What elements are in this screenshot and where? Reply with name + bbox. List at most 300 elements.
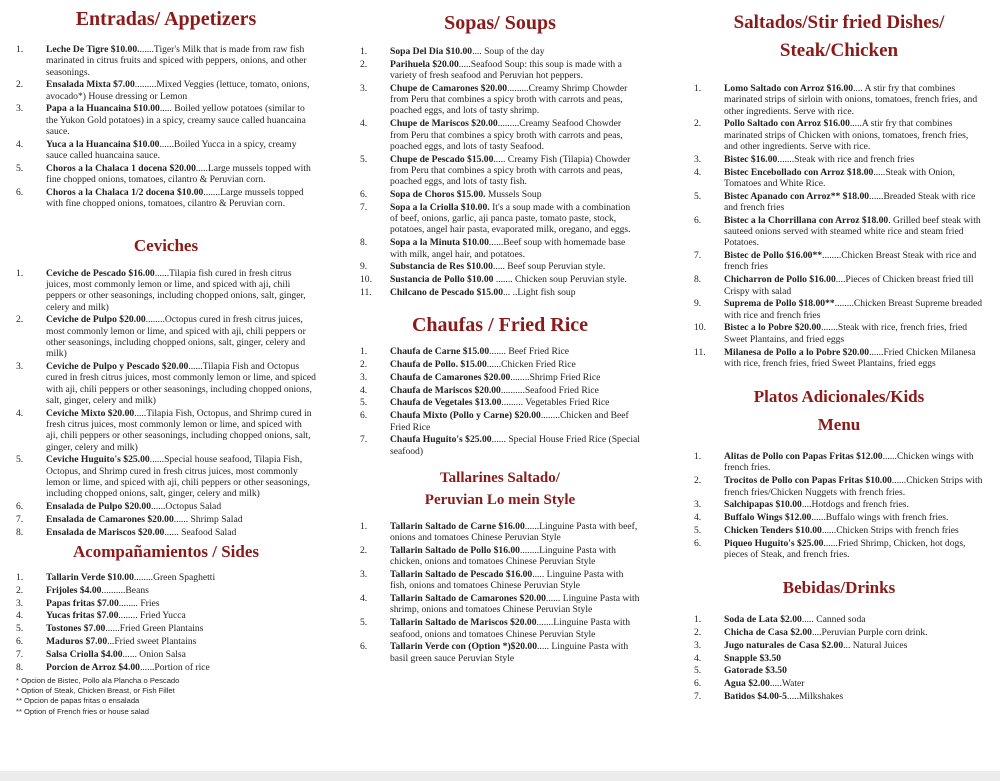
item-number: 2.: [694, 118, 702, 130]
item-number: 4.: [16, 407, 24, 419]
item-number: 2.: [360, 359, 368, 371]
item-name: Salchipapas $10.00: [724, 499, 802, 511]
item-name: Parihuela $20.00: [390, 58, 459, 70]
item-description: ....Peruvian Purple corn drink.: [811, 627, 928, 639]
item-number: 7.: [16, 513, 24, 525]
item-number: 5.: [694, 665, 702, 677]
item-name: Bistec Apanado con Arroz** $18.00: [724, 190, 870, 202]
item-number: 4.: [360, 118, 368, 130]
menu-item: [360, 346, 640, 357]
item-number: 6.: [360, 189, 368, 201]
item-number: 4.: [16, 610, 24, 622]
item-number: 8.: [16, 661, 24, 673]
item-number: 6.: [360, 641, 368, 653]
item-description: ......Tilapia fish cured in fresh citrus juices, most commonly lemon or lime, and spiced with aji, chili peppers or other seasonings, including chopped onions, salt, ginger, celery and milk): [46, 267, 306, 313]
item-name: Leche De Tigre $10.00.: [46, 44, 140, 55]
item-description: . Grilled beef steak with sauteed onions served with steamed white rice and steam fried Potatoes.: [724, 214, 981, 249]
item-number: 10.: [694, 322, 706, 334]
item-name: Snapple $3.50: [724, 652, 782, 664]
footnote: ** Opcion de papas fritas o ensalada: [16, 696, 140, 706]
item-name: Maduros $7.00: [46, 635, 108, 647]
item-description: ......Special house seafood, Tilapia Fish, Octopus, and Shrimp cured in fresh citrus juices, most commonly lemon or lime, and spiced with aji, chili peppers or other seasonings, including chopped onions, salt, ginger, celery and milk): [46, 454, 310, 500]
item-description: ...... Seafood Salad: [164, 526, 237, 538]
item-description: .....A stir fry that combines marinated strips of Chicken with onions, tomatoes, french fries, and other ingredients. Serve with rice.: [724, 118, 969, 152]
item-description: .....Large mussels topped with fine chopped onions, tomatoes, cilantro & Peruvian corn.: [46, 162, 311, 186]
item-name: Chilcano de Pescado $15.00: [390, 286, 503, 298]
item-name: Chaufa de Mariscos $20.00: [390, 384, 501, 396]
menu-item: [16, 454, 316, 499]
menu-item: [360, 617, 640, 640]
item-description: ...Fried sweet Plantains: [107, 635, 197, 647]
item-name: Chicken Tenders $10.00: [724, 524, 822, 536]
item-description: ...... Shrimp Salad: [173, 513, 243, 525]
item-name: Tostones $7.00: [46, 623, 106, 635]
item-description: ......Portion of rice: [139, 661, 210, 673]
item-name: Soda de Lata $2.00: [724, 614, 802, 626]
item-number: 11.: [694, 346, 706, 358]
item-name: Chaufa Huguito's $25.00: [390, 434, 492, 446]
menu-item: [694, 215, 984, 249]
item-description: ....... Beef Fried Rice: [489, 346, 570, 358]
item-number: 2.: [694, 627, 702, 639]
item-description: .....Tilapia Fish, Octopus, and Shrimp cured in fresh citrus juices, most commonly lemon or lime, and spiced with aji, chili peppers or other seasonings, including chopped onions, salt, ginger, celery and milk): [46, 407, 312, 453]
footnote: * Option of Steak, Chicken Breast, or Fish Fillet: [16, 686, 175, 696]
saltados-title-line2: Steak/Chicken: [779, 40, 899, 61]
menu-item: [694, 475, 984, 498]
menu-item: [360, 545, 640, 568]
menu-item: [16, 163, 316, 186]
menu-item: [16, 636, 316, 647]
item-description: ...... Linguine Pasta with shrimp, onions and tomatoes Chinese Peruvian Style: [390, 593, 640, 616]
item-name: Bistec $16.00: [724, 153, 778, 165]
ceviches-list: [16, 268, 316, 538]
appetizers-list: [16, 44, 316, 210]
item-description: ......Tiger's Milk that is made from raw fish marinated in citrus fruits and spiced with peppers, onions, and other seasonings.: [46, 44, 307, 78]
item-description: .....Water: [769, 678, 805, 690]
item-name: Chaufa de Vegetales $13.00: [390, 397, 502, 409]
menu-item: [360, 46, 640, 57]
item-number: 6.: [694, 214, 702, 226]
item-number: 5.: [694, 524, 702, 536]
item-number: 5.: [694, 190, 702, 202]
item-name: Frijoles $4.00: [46, 584, 102, 596]
menu-item: [16, 139, 316, 162]
item-number: 2.: [360, 58, 368, 70]
item-description: ..........Beans: [101, 584, 149, 596]
item-description: ........Linguine Pasta with chicken, onions and tomatoes Chinese Peruvian Style: [390, 545, 616, 568]
item-name: Yuca a la Huancaina $10.00: [46, 138, 160, 150]
item-name: Sopa de Choros $15.00.: [390, 189, 486, 201]
menu-item: [694, 83, 984, 117]
item-description: ......Chicken Strips with french fries: [821, 524, 959, 536]
menu-item: [694, 274, 984, 297]
menu-column-left: [16, 0, 316, 717]
drinks-list: [694, 614, 984, 702]
item-description: .....Seafood Soup: this soup is made with a variety of fresh seafood and Peruvian hot peppers.: [390, 58, 622, 82]
item-number: 3.: [16, 361, 24, 373]
menu-item: [694, 154, 984, 165]
item-number: 2.: [16, 584, 24, 596]
item-name: Chaufa Mixto (Pollo y Carne) $20.00: [390, 410, 541, 422]
menu-item: [360, 434, 640, 457]
item-description: ..... Boiled yellow potatoes (similar to the Yukon Gold potatoes) in a spicy, creamy sauce called huancaina sauce.: [46, 103, 306, 138]
item-description: ..... Linguine Pasta with basil green sauce Peruvian Style: [390, 641, 629, 664]
item-description: ....Hotdogs and french fries.: [801, 499, 909, 511]
menu-item: [16, 572, 316, 583]
kids-list: [694, 451, 984, 560]
saltados-list: [694, 83, 984, 369]
menu-item: [16, 527, 316, 538]
item-description: ...... Special House Fried Rice (Special seafood): [390, 434, 640, 457]
menu-item: [16, 103, 316, 137]
item-number: 1.: [694, 451, 702, 463]
item-description: ......Boiled Yucca in a spicy, creamy sauce called huancaina sauce.: [46, 138, 297, 162]
item-name: Bistec a la Chorrillana con Arroz $18.00: [724, 214, 889, 226]
item-name: Chupe de Camarones $20.00: [390, 82, 508, 94]
sides-list: [16, 572, 316, 673]
item-description: ....... Chicken soup Peruvian style.: [493, 274, 627, 286]
item-name: Sopa a la Minuta $10.00: [390, 237, 489, 249]
item-description: .........Mixed Veggies (lettuce, tomato, onions, avocado*) House dressing or Lemon: [46, 79, 310, 102]
item-description: ......Fried Chicken Milanesa with rice, french fries, fried Sweet Plantains, fried eggs: [724, 346, 976, 369]
item-name: Tallarin Saltado de Camarones $20.00: [390, 593, 546, 605]
item-description: .....Milkshakes: [786, 691, 844, 703]
item-number: 6.: [694, 537, 702, 549]
section-title-tallarines: [360, 467, 640, 511]
item-name: Ensalada Mixta $7.00: [46, 79, 135, 91]
item-number: 1.: [360, 46, 368, 57]
item-name: Suprema de Pollo $18.00**: [724, 298, 835, 310]
item-name: Salsa Criolla $4.00: [46, 648, 123, 660]
item-name: Tallarin Saltado de Pescado $16.00: [390, 569, 533, 581]
item-number: 4.: [694, 166, 702, 178]
item-name: Choros a la Chalaca 1 docena $20.00: [46, 162, 196, 174]
menu-item: [16, 662, 316, 673]
item-description: ........ Fries: [118, 597, 160, 609]
section-title-fried-rice: Chaufas / Fried Rice: [411, 314, 589, 337]
item-number: 3.: [16, 597, 24, 609]
item-number: 1.: [360, 520, 368, 532]
item-name: Papas fritas $7.00: [46, 597, 119, 609]
menu-item: [360, 593, 640, 616]
menu-item: [694, 167, 984, 190]
item-number: 7.: [694, 691, 702, 703]
menu-item: [360, 261, 640, 272]
section-title-drinks: Bebidas/Drinks: [782, 578, 896, 598]
menu-item: [360, 385, 640, 396]
menu-column-middle: [360, 0, 640, 665]
menu-item: [360, 521, 640, 544]
item-name: Ceviche Mixto $20.00: [46, 407, 135, 419]
item-number: 3.: [360, 371, 368, 383]
item-description: ........ Fried Yucca: [118, 610, 186, 622]
item-number: 1.: [16, 267, 24, 279]
kids-title-line2: Menu: [817, 415, 861, 435]
menu-item: [360, 237, 640, 260]
item-number: 7.: [360, 434, 368, 446]
item-name: Tallarin Verde $10.00: [46, 571, 134, 583]
tallarines-title-line2: Peruvian Lo mein Style: [424, 491, 576, 508]
item-number: 3.: [360, 569, 368, 581]
item-number: 2.: [360, 545, 368, 556]
menu-item: [694, 118, 984, 152]
item-description: ......Tilapia Fish and Octopus cured in fresh citrus juices, most commonly lemon or lime, and spiced with aji, chili peppers or other seasonings, including chopped onions, salt, ginger, celery and milk): [46, 361, 316, 406]
menu-item: [360, 569, 640, 592]
item-description: ........Chicken and Beef Fried Rice: [390, 410, 629, 433]
item-name: Ensalada de Mariscos $20.00: [46, 526, 165, 538]
menu-item: [16, 79, 316, 102]
menu-item: [16, 501, 316, 512]
menu-item: [360, 287, 640, 298]
item-name: Porcion de Arroz $4.00: [46, 661, 140, 673]
menu-item: [16, 598, 316, 609]
menu-item: [694, 512, 984, 523]
item-name: Tallarin Saltado de Pollo $16.00: [390, 545, 520, 556]
item-description: ......Linguine Pasta with beef, onions and tomatoes Chinese Peruvian Style: [390, 520, 638, 544]
section-title-saltados: [694, 9, 984, 65]
item-name: Milanesa de Pollo a lo Pobre $20.00: [724, 346, 870, 358]
menu-item: [360, 397, 640, 408]
item-number: 4.: [16, 138, 24, 150]
kids-title-line1: Platos Adicionales/Kids: [753, 387, 925, 407]
menu-item: [16, 514, 316, 525]
menu-item: [694, 191, 984, 214]
item-name: Tallarin Saltado de Mariscos $20.00: [390, 617, 537, 629]
item-name: Ensalada de Camarones $20.00: [46, 513, 174, 525]
item-name: Ceviche de Pulpo $20.00: [46, 314, 146, 326]
item-description: ......Fried Green Plantains: [105, 623, 204, 635]
menu-column-right: [694, 0, 984, 704]
item-description: .... Soup of the day: [472, 46, 545, 57]
item-description: .......Steak with rice and french fries: [777, 153, 915, 165]
item-number: 9.: [360, 261, 368, 273]
item-name: Ensalada de Pulpo $20.00: [46, 501, 152, 513]
item-description: ......Buffalo wings with french fries.: [811, 512, 949, 524]
menu-item: [694, 538, 984, 561]
item-number: 5.: [16, 162, 24, 174]
section-title-sides: Acompañamientos / Sides: [72, 541, 260, 561]
item-description: .......Linguine Pasta with seafood, onions and tomatoes Chinese Peruvian Style: [390, 617, 631, 640]
item-name: Piqueo Huguito's $25.00: [724, 537, 824, 549]
item-name: Jugo naturales de Casa $2.00: [724, 639, 844, 651]
item-description: ........Chicken Breast Supreme breaded with rice and french fries: [724, 298, 983, 321]
item-description: ..... Linguine Pasta with fish, onions and tomatoes Chinese Peruvian Style: [390, 569, 624, 592]
item-description: ..... Canned soda: [801, 614, 866, 626]
item-number: 4.: [694, 652, 702, 664]
item-number: 3.: [16, 103, 24, 115]
item-description: ......Chicken Strips with french fries/Chicken Nuggets with french fries.: [724, 475, 983, 498]
menu-item: [360, 274, 640, 285]
menu-item: [694, 691, 984, 702]
menu-item: [694, 298, 984, 321]
item-number: 6.: [360, 410, 368, 422]
item-number: 6.: [16, 635, 24, 647]
item-number: 8.: [16, 526, 24, 538]
menu-item: [360, 118, 640, 152]
item-description: ......Beef soup with homemade base with milk, angel hair, and potatoes.: [390, 237, 626, 260]
item-name: Chaufa de Pollo. $15.00: [390, 359, 487, 371]
menu-item: [360, 202, 640, 236]
menu-item: [16, 649, 316, 660]
menu-item: [360, 189, 640, 200]
menu-item: [694, 627, 984, 638]
item-description: ........Shrimp Fried Rice: [510, 371, 601, 383]
item-description: ......Octopus Salad: [151, 501, 222, 513]
menu-item: [360, 83, 640, 117]
footnotes: [16, 676, 316, 717]
item-name: Bistec Encebollado con Arroz $18.00: [724, 166, 874, 178]
soups-list: [360, 46, 640, 298]
item-number: 4.: [694, 512, 702, 524]
item-description: ......Fried Shrimp, Chicken, hot dogs, pieces of Steak, and french fries.: [724, 537, 966, 560]
menu-item: [694, 653, 984, 664]
item-number: 10.: [360, 274, 372, 286]
item-number: 1.: [360, 346, 368, 358]
item-name: Ceviche de Pescado $16.00: [46, 267, 155, 279]
item-name: Ceviche de Pulpo y Pescado $20.00: [46, 361, 189, 373]
item-number: 3.: [360, 82, 368, 94]
item-number: 5.: [360, 153, 368, 165]
item-name: Chupe de Pescado $15.00: [390, 153, 494, 165]
menu-item: [360, 154, 640, 188]
item-name: Sopa a la Criolla $10.00.: [390, 201, 490, 213]
menu-item: [694, 347, 984, 370]
item-name: Sustancia de Pollo $10.00: [390, 274, 494, 286]
menu-item: [16, 585, 316, 596]
item-number: 4.: [360, 593, 368, 605]
menu-item: [360, 359, 640, 370]
menu-item: [694, 665, 984, 676]
item-name: Ceviche Huguito's $25.00: [46, 454, 150, 466]
item-number: 5.: [16, 623, 24, 635]
menu-item: [694, 322, 984, 345]
item-name: Gatorade $3.50: [724, 665, 787, 677]
item-name: Bistec de Pollo $16.00**: [724, 250, 823, 262]
menu-item: [360, 641, 640, 664]
menu-item: [694, 451, 984, 474]
menu-item: [16, 408, 316, 453]
menu-item: [694, 678, 984, 689]
item-name: Papa a la Huancaina $10.00: [46, 103, 160, 115]
tallarines-list: [360, 521, 640, 664]
item-description: ......Chicken wings with french fries.: [724, 451, 974, 474]
item-number: 5.: [16, 454, 24, 466]
item-name: Chicha de Casa $2.00: [724, 627, 812, 639]
section-title-ceviches: Ceviches: [133, 235, 199, 255]
menu-item: [694, 525, 984, 536]
item-description: .......Large mussels topped with fine chopped onions, tomatoes, cilantro & Peruvian corn.: [46, 187, 304, 210]
section-title-kids: [694, 383, 984, 439]
item-number: 6.: [16, 187, 24, 199]
item-name: Sopa Del Dia $10.00: [390, 46, 473, 57]
item-number: 7.: [360, 201, 368, 213]
item-description: ..........Seafood Fried Rice: [500, 384, 599, 396]
menu-item: [694, 614, 984, 625]
item-number: 3.: [694, 639, 702, 651]
item-number: 2.: [694, 475, 702, 487]
item-number: 1.: [694, 83, 702, 94]
item-number: 5.: [360, 617, 368, 629]
item-number: 7.: [16, 648, 24, 660]
item-description: .......Steak with rice, french fries, fried Sweet Plantains, and fried eggs: [724, 322, 968, 345]
item-name: Pollo Saltado con Arroz $16.00: [724, 118, 850, 130]
item-name: Lomo Saltado con Arroz $16.00: [724, 83, 854, 94]
saltados-title-line1: Saltados/Stir fried Dishes/: [733, 12, 945, 33]
item-name: Tallarin Saltado de Carne $16.00: [390, 520, 525, 532]
item-number: 5.: [360, 397, 368, 409]
item-description: .... A stir fry that combines marinated strips of sirloin with onions, tomatoes, french fries, and other ingredients. Serve with rice.: [724, 83, 978, 117]
item-number: 3.: [694, 499, 702, 511]
item-name: Batidos $4.00-5: [724, 691, 787, 703]
item-description: .....Steak with Onion, Tomatoes and White Rice.: [724, 166, 955, 189]
item-description: ........Chicken Breast Steak with rice and french fries: [724, 250, 977, 273]
item-number: 6.: [16, 501, 24, 513]
tallarines-title-line1: Tallarines Saltado/: [440, 469, 560, 486]
item-description: ......... Vegetables Fried Rice: [501, 397, 610, 409]
item-description: It's a soup made with a combination of beef, onions, garlic, aji panca paste, tomato paste, stock, potatoes, angel hair pasta, evaporated milk, oregano, and eggs.: [390, 201, 631, 236]
item-description: ..... Creamy Fish (Tilapia) Chowder from Peru that combines a spicy broth with carrots and peas, poached eggs, and lots of tasty fish.: [390, 153, 631, 188]
menu-item: [16, 44, 316, 78]
item-number: 3.: [694, 153, 702, 165]
menu-item: [694, 250, 984, 273]
item-description: ........Octopus cured in fresh citrus juices, most commonly lemon or lime, and spiced with aji, chili peppers or other seasonings, including chopped onions, salt, ginger, celery and milk): [46, 314, 306, 360]
footnote: ** Option of French fries or house salad: [16, 706, 149, 716]
menu-item: [16, 610, 316, 621]
item-name: Chicharron de Pollo $16.00: [724, 274, 836, 286]
item-description: .........Creamy Shrimp Chowder from Peru that combines a spicy broth with carrots and peas, poached eggs, and lots of tasty shrimp.: [390, 82, 628, 117]
item-number: 7.: [694, 250, 702, 262]
item-number: 6.: [694, 678, 702, 690]
item-number: 1.: [16, 571, 24, 583]
item-number: 11.: [360, 286, 372, 298]
item-name: Agua $2.00: [724, 678, 770, 690]
item-number: 2.: [16, 314, 24, 326]
item-name: Substancia de Res $10.00: [390, 261, 493, 273]
item-name: Buffalo Wings $12.00: [724, 512, 812, 524]
item-description: Mussels Soup: [485, 189, 542, 201]
item-number: 8.: [694, 274, 702, 286]
item-number: 2.: [16, 79, 24, 91]
item-name: Trocitos de Pollo con Papas Fritas $10.00: [724, 475, 892, 487]
footnote: * Opcion de Bistec, Pollo ala Plancha o Pescado: [16, 675, 180, 685]
menu-item: [16, 314, 316, 359]
fried-rice-list: [360, 346, 640, 457]
item-number: 4.: [360, 384, 368, 396]
item-name: Chupe de Mariscos $20.00: [390, 118, 498, 130]
menu-item: [16, 187, 316, 210]
item-name: Alitas de Pollo con Papas Fritas $12.00: [724, 451, 883, 463]
menu-item: [360, 59, 640, 82]
menu-item: [694, 499, 984, 510]
menu-item: [16, 361, 316, 406]
section-title-soups: Sopas/ Soups: [444, 12, 556, 34]
item-description: ........Green Spaghetti: [133, 571, 216, 583]
bottom-bar: [0, 771, 1000, 781]
item-name: Yucas fritas $7.00: [46, 610, 119, 622]
item-description: ... ..Light fish soup: [503, 286, 576, 298]
item-number: 9.: [694, 298, 702, 310]
item-name: Choros a la Chalaca 1/2 docena $10.00: [46, 187, 204, 199]
menu-item: [360, 410, 640, 433]
item-description: ...... Onion Salsa: [122, 648, 186, 660]
item-number: 1.: [16, 44, 24, 55]
item-description: ......Chicken Fried Rice: [486, 359, 576, 371]
section-title-appetizers: Entradas/ Appetizers: [75, 8, 257, 30]
item-name: Chaufa de Camarones $20.00: [390, 371, 511, 383]
item-description: ......Breaded Steak with rice and french fries: [724, 190, 976, 213]
item-name: Bistec a lo Pobre $20.00: [724, 322, 822, 334]
item-number: 8.: [360, 237, 368, 249]
